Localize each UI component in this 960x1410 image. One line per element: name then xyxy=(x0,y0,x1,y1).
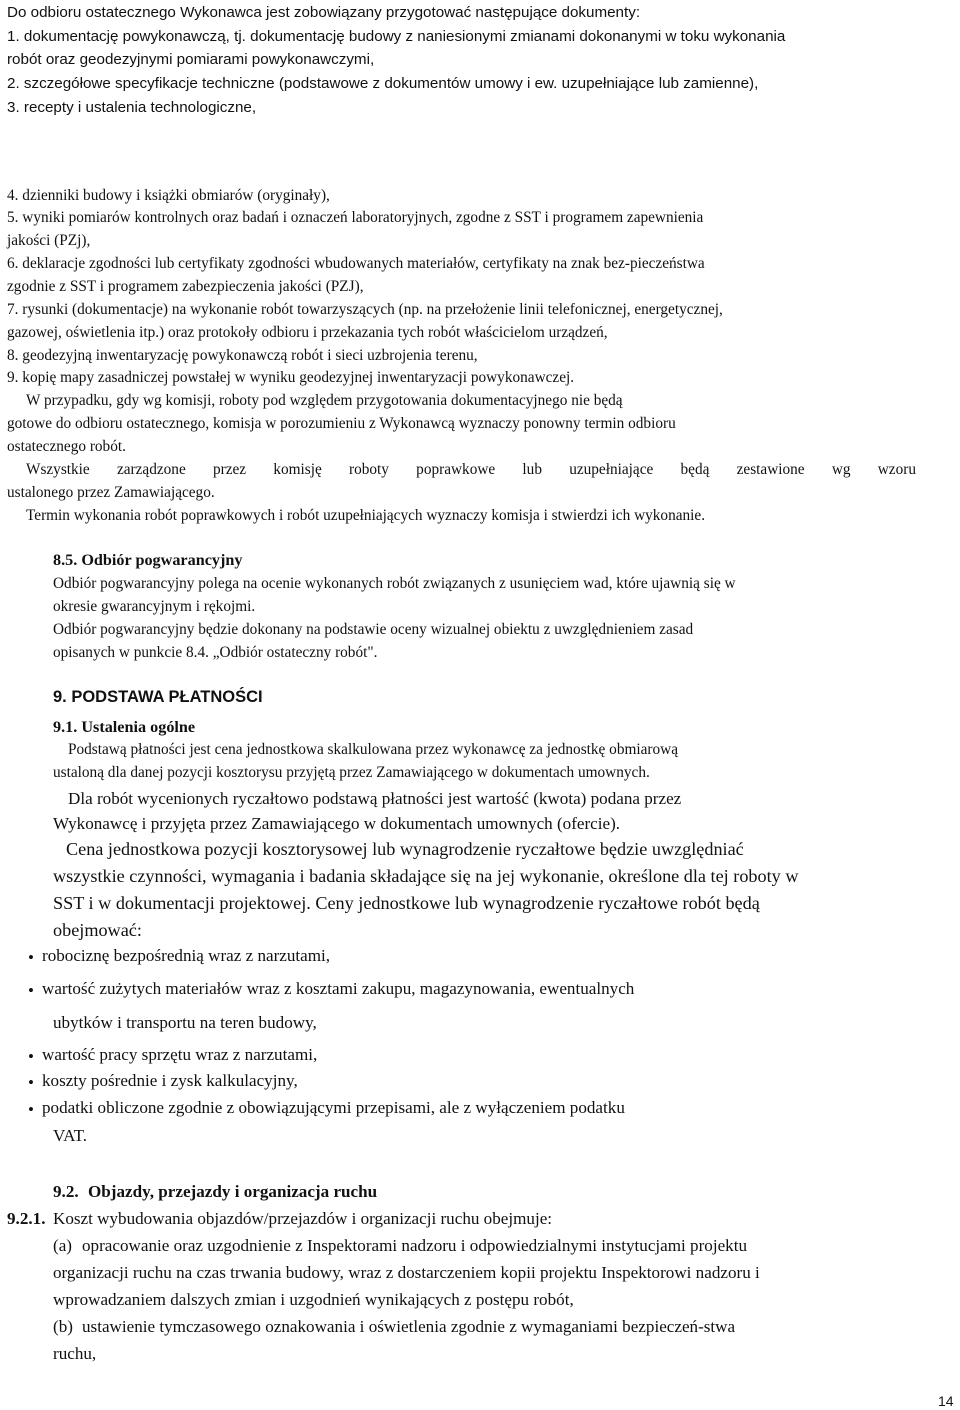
paragraph-line: Dla robót wycenionych ryczałtowo podstawą płatności jest wartość (kwota) podana przez xyxy=(68,789,682,808)
subsection-text: Koszt wybudowania objazdów/przejazdów i organizacji ruchu obejmuje: xyxy=(53,1209,553,1228)
list-item-7: 7. rysunki (dokumentacje) na wykonanie robót towarzyszących (np. na przełożenie linii telefonicznej, energetycznej, xyxy=(7,301,723,318)
list-item: podatki obliczone zgodnie z obowiązującymi przepisami, ale z wyłączeniem podatku xyxy=(42,1098,625,1117)
intro-item-1-cont: robót oraz geodezyjnymi pomiarami powykonawczymi, xyxy=(7,51,375,68)
list-item-4: 4. dzienniki budowy i książki obmiarów (oryginały), xyxy=(7,187,330,204)
paragraph-line: Wszystkie zarządzone przez komisję roboty poprawkowe lub uzupełniające będą zestawione wg wzoru xyxy=(26,461,916,478)
paragraph-line: ostatecznego robót. xyxy=(7,438,126,455)
list-label: (a) xyxy=(53,1236,72,1255)
list-item: wartość pracy sprzętu wraz z narzutami, xyxy=(42,1045,318,1064)
bullet-icon: • xyxy=(28,1047,34,1066)
list-item-6: 6. deklaracje zgodności lub certyfikaty zgodności wbudowanych materiałów, certyfikaty na znak bez-pieczeństwa xyxy=(7,255,705,272)
page-number: 14 xyxy=(938,1393,954,1409)
paragraph-line: ustaloną dla danej pozycji kosztorysu przyjętą przez Zamawiającego w dokumentach umownych. xyxy=(53,764,650,781)
list-item: koszty pośrednie i zysk kalkulacyjny, xyxy=(42,1071,298,1090)
paragraph-line: Podstawą płatności jest cena jednostkowa skalkulowana przez wykonawcę za jednostkę obmiarową xyxy=(68,741,678,758)
list-item-9: 9. kopię mapy zasadniczej powstałej w wyniku geodezyjnej inwentaryzacji powykonawczej. xyxy=(7,369,575,386)
section-heading: 8.5. Odbiór pogwarancyjny xyxy=(53,551,243,569)
paragraph-line: ustalonego przez Zamawiającego. xyxy=(7,484,215,501)
paragraph-line: opisanych w punkcie 8.4. „Odbiór ostateczny robót". xyxy=(53,644,378,661)
bullet-icon: • xyxy=(28,1073,34,1092)
paragraph-line: wprowadzaniem dalszych zmian i uzgodnień wynikających z postępu robót, xyxy=(53,1290,574,1309)
list-item-6-cont: zgodnie z SST i programem zabezpieczenia jakości (PZJ), xyxy=(7,278,364,295)
intro-item-1: 1. dokumentację powykonawczą, tj. dokumentację budowy z naniesionymi zmianami dokonanymi w toku wykonania xyxy=(7,28,786,45)
list-label: (b) xyxy=(53,1317,73,1336)
chapter-heading: 9. PODSTAWA PŁATNOŚCI xyxy=(53,688,263,706)
list-item-8: 8. geodezyjną inwentaryzację powykonawczą robót i sieci uzbrojenia terenu, xyxy=(7,347,478,364)
paragraph-line: gotowe do odbioru ostatecznego, komisja w porozumieniu z Wykonawcą wyznaczy ponowny termin odbioru xyxy=(7,415,676,432)
bullet-icon: • xyxy=(28,981,34,1000)
section-number: 9.2. xyxy=(53,1182,79,1201)
paragraph-line: Wykonawcę i przyjęta przez Zamawiającego w dokumentach umownych (ofercie). xyxy=(53,814,621,833)
list-item-5-cont: jakości (PZj), xyxy=(7,232,91,249)
paragraph-line: ustawienie tymczasowego oznakowania i oświetlenia zgodnie z wymaganiami bezpieczeń-stwa xyxy=(82,1317,736,1336)
paragraph-line: organizacji ruchu na czas trwania budowy, wraz z dostarczeniem kopii projektu Inspektorowi nadzoru i xyxy=(53,1263,760,1282)
paragraph-line: SST i w dokumentacji projektowej. Ceny jednostkowe lub wynagrodzenie ryczałtowe robót będą xyxy=(53,893,760,913)
paragraph-line: ruchu, xyxy=(53,1344,97,1363)
list-item: robociznę bezpośrednią wraz z narzutami, xyxy=(42,946,331,965)
list-item-cont: VAT. xyxy=(53,1126,88,1145)
section-heading: 9.1. Ustalenia ogólne xyxy=(53,718,196,736)
paragraph-line: wszystkie czynności, wymagania i badania składające się na jej wykonanie, określone dla tej roboty w xyxy=(53,866,799,886)
list-item-cont: ubytków i transportu na teren budowy, xyxy=(53,1013,317,1032)
section-heading: Objazdy, przejazdy i organizacja ruchu xyxy=(88,1182,378,1201)
paragraph-line: obejmować: xyxy=(53,920,142,940)
intro-item-2: 2. szczegółowe specyfikacje techniczne (podstawowe z dokumentów umowy i ew. uzupełniające lub zamienne), xyxy=(7,75,759,92)
paragraph-line: opracowanie oraz uzgodnienie z Inspektorami nadzoru i odpowiedzialnymi instytucjami projektu xyxy=(82,1236,748,1255)
bullet-icon: • xyxy=(28,948,34,967)
paragraph-line: Odbiór pogwarancyjny będzie dokonany na podstawie oceny wizualnej obiektu z uwzględnieniem zasad xyxy=(53,621,694,638)
paragraph-line: Termin wykonania robót poprawkowych i robót uzupełniających wyznaczy komisja i stwierdzi ich wykonanie. xyxy=(26,507,706,524)
bullet-icon: • xyxy=(28,1100,34,1119)
paragraph-line: Cena jednostkowa pozycji kosztorysowej lub wynagrodzenie ryczałtowe będzie uwzględniać xyxy=(66,839,744,859)
intro-line: Do odbioru ostatecznego Wykonawca jest zobowiązany przygotować następujące dokumenty: xyxy=(7,4,641,21)
paragraph-line: Odbiór pogwarancyjny polega na ocenie wykonanych robót związanych z usunięciem wad, które ujawnią się w xyxy=(53,575,736,592)
list-item: wartość zużytych materiałów wraz z kosztami zakupu, magazynowania, ewentualnych xyxy=(42,979,635,998)
list-item-5: 5. wyniki pomiarów kontrolnych oraz badań i oznaczeń laboratoryjnych, zgodne z SST i programem zapewnienia xyxy=(7,209,704,226)
subsection-number: 9.2.1. xyxy=(7,1209,46,1228)
intro-item-3: 3. recepty i ustalenia technologiczne, xyxy=(7,99,257,116)
paragraph-line: W przypadku, gdy wg komisji, roboty pod względem przygotowania dokumentacyjnego nie będą xyxy=(26,392,623,409)
list-item-7-cont: gazowej, oświetlenia itp.) oraz protokoły odbioru i przekazania tych robót właścicielom urządzeń, xyxy=(7,324,608,341)
paragraph-line: okresie gwarancyjnym i rękojmi. xyxy=(53,598,256,615)
